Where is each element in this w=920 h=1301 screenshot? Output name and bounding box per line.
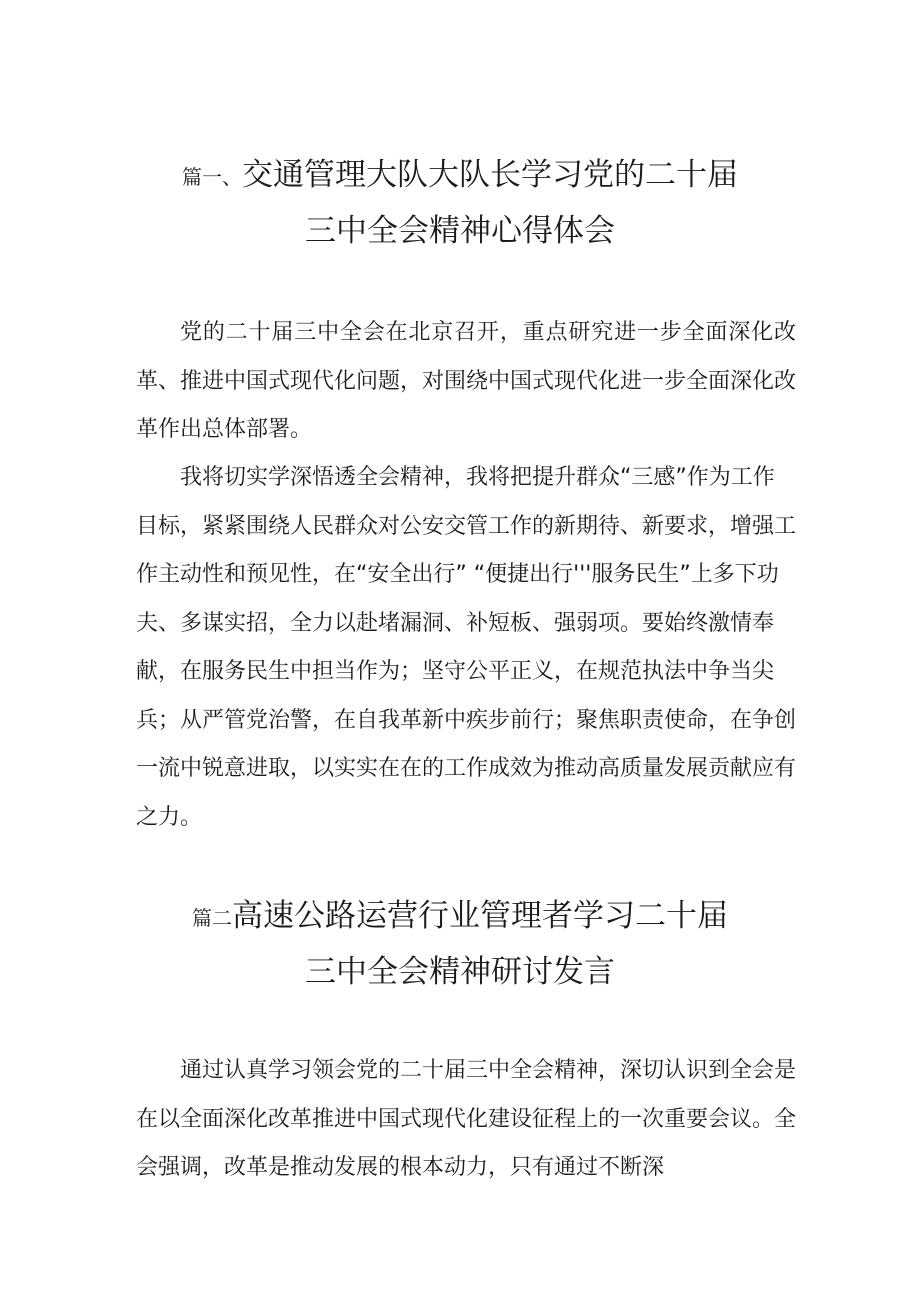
section1-paragraph-1: 党的二十届三中全会在北京召开，重点研究进一步全面深化改革、推进中国式现代化问题，对围绕中国式现代化进一步全面深化改革作出总体部署。 (136, 320, 797, 442)
section1-prefix: 篇一、 (182, 165, 242, 189)
section2-title-line1 (0, 898, 920, 934)
section1-title-line2: 三中全会精神心得体会 (305, 213, 615, 249)
section1-title-text: 交通管理大队大队长学习党的二十届 (242, 157, 738, 193)
section1-paragraph-2: 我将切实学深悟透全会精神，我将把提升群众“三感”作为工作目标，紧紧围绕人民群众对公安交管工作的新期待、新要求，增强工作主动性和预见性，在“安全出行” “便捷出行'''服务民生”上多下功夫、多谋实招，全力以赴堵漏洞、补短板、强弱项。要始终激情奉献，在服务民生中担当作为；坚守公平正义，在规范执法中争当尖兵；从严管党治警，在自我革新中疾步前行；聚焦职责使命，在争创一流中锐意进取，以实实在在的工作成效为推动高质量发展贡献应有之力。 (136, 465, 797, 830)
section1-title-line1 (0, 157, 920, 193)
section2-title-line2: 三中全会精神研讨发言 (305, 954, 615, 990)
section2-paragraph-1: 通过认真学习领会党的二十届三中全会精神，深切认识到全会是在以全面深化改革推进中国式现代化建设征程上的一次重要会议。全会强调，改革是推动发展的根本动力，只有通过不断深 (136, 1058, 797, 1180)
section2-prefix: 篇二 (192, 906, 232, 930)
section2-title-text: 高速公路运营行业管理者学习二十届 (232, 898, 728, 934)
